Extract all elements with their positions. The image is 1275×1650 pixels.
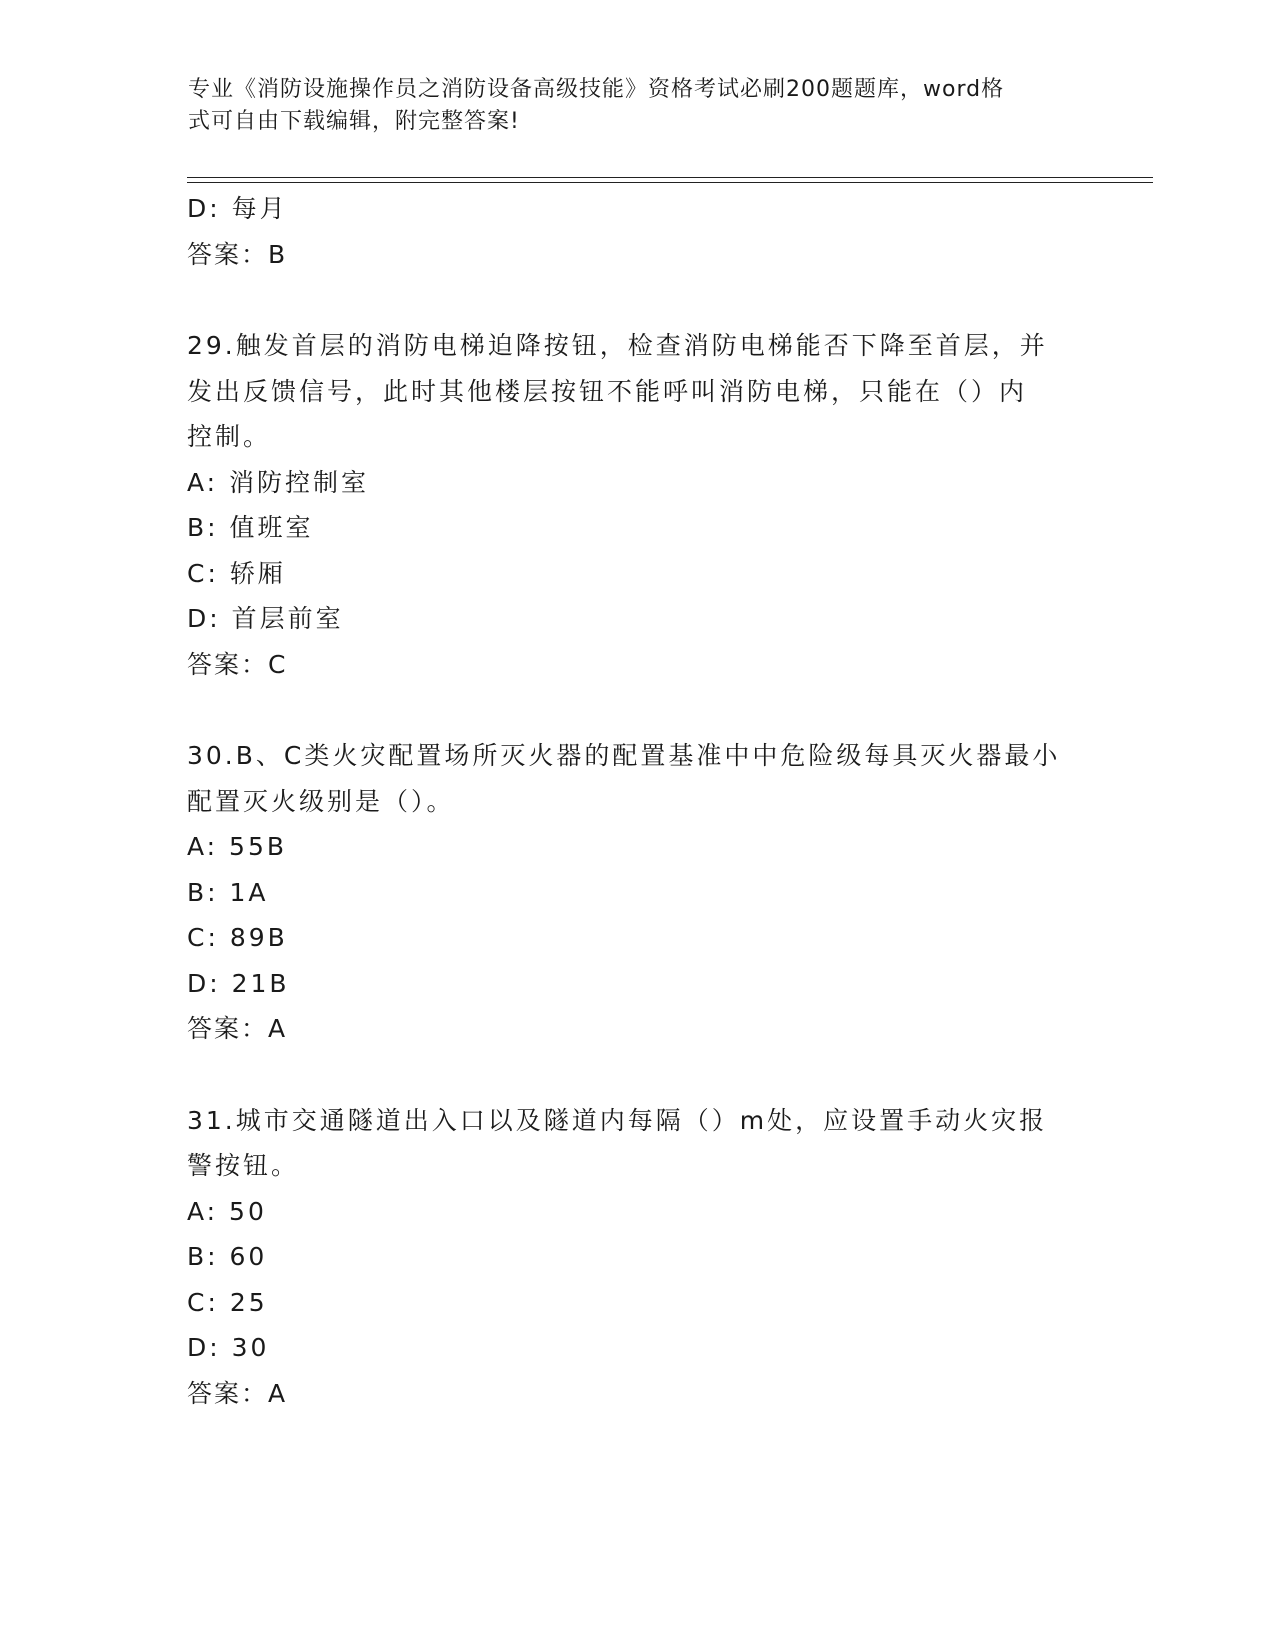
option-d: D: 21B <box>187 968 290 998</box>
spacer <box>187 277 1087 323</box>
question-30 <box>187 733 1087 1052</box>
option-a: A: 50 <box>187 1196 267 1226</box>
option-c: C: 25 <box>187 1287 268 1317</box>
question-text-line: 警按钮。 <box>187 1151 300 1180</box>
answer: 答案：C <box>187 649 288 679</box>
page-header <box>188 74 1068 138</box>
header-rule-bottom <box>187 182 1153 183</box>
question-29 <box>187 323 1087 687</box>
option-b: B: 60 <box>187 1242 268 1271</box>
option-a: A: 55B <box>187 832 287 861</box>
question-text-line: 30.B、C类火灾配置场所灭火器的配置基准中中危险级每具灭火器最小 <box>187 741 1061 770</box>
question-31 <box>187 1098 1087 1417</box>
answer: 答案：A <box>187 1014 288 1043</box>
question-text-line: 配置灭火级别是（）。 <box>187 786 455 816</box>
prev-option-d: D: 每月 <box>187 194 288 223</box>
question-text-line: 控制。 <box>187 422 272 451</box>
question-list <box>187 186 1087 1416</box>
option-d: D: 首层前室 <box>187 604 344 633</box>
answer: 答案：A <box>187 1378 288 1408</box>
spacer <box>187 687 1087 733</box>
header-line-2: 式可自由下载编辑，附完整答案! <box>188 109 520 134</box>
option-a: A: 消防控制室 <box>187 467 370 497</box>
question-text-line: 29.触发首层的消防电梯迫降按钮，检查消防电梯能否下降至首层，并 <box>187 331 1048 360</box>
header-line-1: 专业《消防设施操作员之消防设备高级技能》资格考试必刷200题题库，word格 <box>188 77 1005 102</box>
option-c: C: 轿厢 <box>187 558 286 588</box>
question-text-line: 发出反馈信号，此时其他楼层按钮不能呼叫消防电梯，只能在（）内 <box>187 376 1028 406</box>
prev-answer: 答案：B <box>187 239 288 269</box>
question-text-line: 31.城市交通隧道出入口以及隧道内每隔（）m处，应设置手动火灾报 <box>187 1105 1048 1135</box>
spacer <box>187 1052 1087 1098</box>
option-c: C: 89B <box>187 923 288 952</box>
option-b: B: 1A <box>187 877 269 907</box>
header-rule-top <box>187 177 1153 178</box>
option-d: D: 30 <box>187 1333 270 1362</box>
option-b: B: 值班室 <box>187 513 314 542</box>
